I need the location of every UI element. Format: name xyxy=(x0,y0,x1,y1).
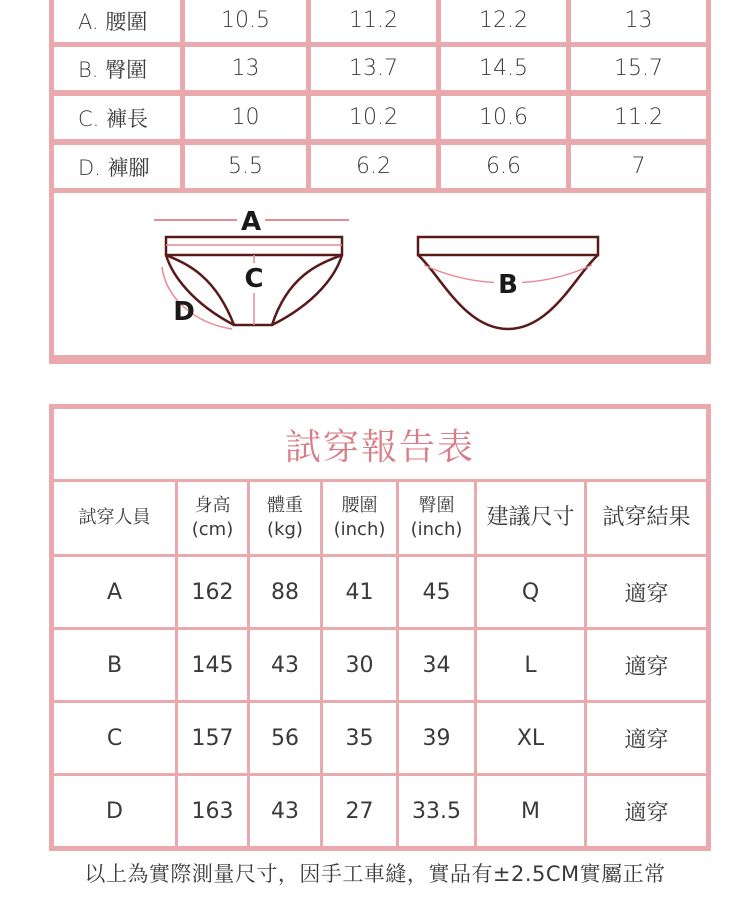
header-result: 試穿結果 xyxy=(587,482,706,554)
cell-height: 162 xyxy=(178,557,247,627)
size-value: 10.6 xyxy=(441,96,566,139)
cell-size: L xyxy=(477,630,584,700)
cell-result: 適穿 xyxy=(587,703,706,773)
cell-weight: 43 xyxy=(250,776,320,846)
table-row xyxy=(54,703,706,773)
size-value: 11.2 xyxy=(311,0,436,42)
cell-tester: A xyxy=(54,557,175,627)
size-row-hip xyxy=(54,47,706,90)
row-label: D. 褲腳 xyxy=(54,145,180,188)
cell-waist: 27 xyxy=(323,776,396,846)
table-row xyxy=(54,776,706,846)
cell-weight: 43 xyxy=(250,630,320,700)
cell-result: 適穿 xyxy=(587,557,706,627)
briefs-illustration xyxy=(54,193,706,355)
size-value: 12.2 xyxy=(441,0,566,42)
cell-waist: 41 xyxy=(323,557,396,627)
size-value: 6.6 xyxy=(441,145,566,188)
row-label: B. 臀圍 xyxy=(54,47,180,90)
measurement-diagram xyxy=(54,193,706,355)
cell-hip: 34 xyxy=(399,630,474,700)
row-label: A. 腰圍 xyxy=(54,0,180,42)
table-row xyxy=(54,557,706,627)
header-suggested-size: 建議尺寸 xyxy=(477,482,584,554)
measurement-footnote: 以上為實際測量尺寸，因手工車縫，實品有±2.5CM實屬正常 xyxy=(84,862,666,886)
cell-size: Q xyxy=(477,557,584,627)
report-title: 試穿報告表 xyxy=(54,409,706,479)
header-height: 身高 (cm) xyxy=(178,482,247,554)
size-chart xyxy=(49,0,711,364)
cell-hip: 39 xyxy=(399,703,474,773)
cell-result: 適穿 xyxy=(587,630,706,700)
size-value: 10.2 xyxy=(311,96,436,139)
cell-tester: D xyxy=(54,776,175,846)
row-label: C. 褲長 xyxy=(54,96,180,139)
table-row xyxy=(54,630,706,700)
header-waist: 腰圍 (inch) xyxy=(323,482,396,554)
size-value: 7 xyxy=(571,145,706,188)
cell-height: 145 xyxy=(178,630,247,700)
size-value: 10.5 xyxy=(185,0,306,42)
cell-waist: 35 xyxy=(323,703,396,773)
cell-size: XL xyxy=(477,703,584,773)
report-header-row xyxy=(54,482,706,554)
size-value: 15.7 xyxy=(571,47,706,90)
size-row-leg xyxy=(54,145,706,188)
cell-result: 適穿 xyxy=(587,776,706,846)
size-value: 11.2 xyxy=(571,96,706,139)
cell-height: 163 xyxy=(178,776,247,846)
cell-weight: 56 xyxy=(250,703,320,773)
cell-height: 157 xyxy=(178,703,247,773)
size-value: 5.5 xyxy=(185,145,306,188)
try-on-report-table xyxy=(49,404,711,851)
cell-waist: 30 xyxy=(323,630,396,700)
size-value: 6.2 xyxy=(311,145,436,188)
cell-weight: 88 xyxy=(250,557,320,627)
header-tester: 試穿人員 xyxy=(54,482,175,554)
size-row-waist xyxy=(54,0,706,42)
size-value: 13 xyxy=(571,0,706,42)
front-brief-drawing xyxy=(154,207,349,329)
size-value: 10 xyxy=(185,96,306,139)
header-weight: 體重 (kg) xyxy=(250,482,320,554)
size-value: 13.7 xyxy=(311,47,436,90)
size-value: 13 xyxy=(185,47,306,90)
cell-tester: B xyxy=(54,630,175,700)
cell-hip: 45 xyxy=(399,557,474,627)
size-row-length xyxy=(54,96,706,139)
diagram-letter-d: D xyxy=(173,297,195,327)
cell-tester: C xyxy=(54,703,175,773)
diagram-letter-b: B xyxy=(498,270,518,300)
diagram-letter-c: C xyxy=(244,264,264,294)
size-value: 14.5 xyxy=(441,47,566,90)
cell-hip: 33.5 xyxy=(399,776,474,846)
diagram-letter-a: A xyxy=(240,207,262,237)
back-brief-drawing xyxy=(418,237,598,329)
header-hip: 臀圍 (inch) xyxy=(399,482,474,554)
cell-size: M xyxy=(477,776,584,846)
